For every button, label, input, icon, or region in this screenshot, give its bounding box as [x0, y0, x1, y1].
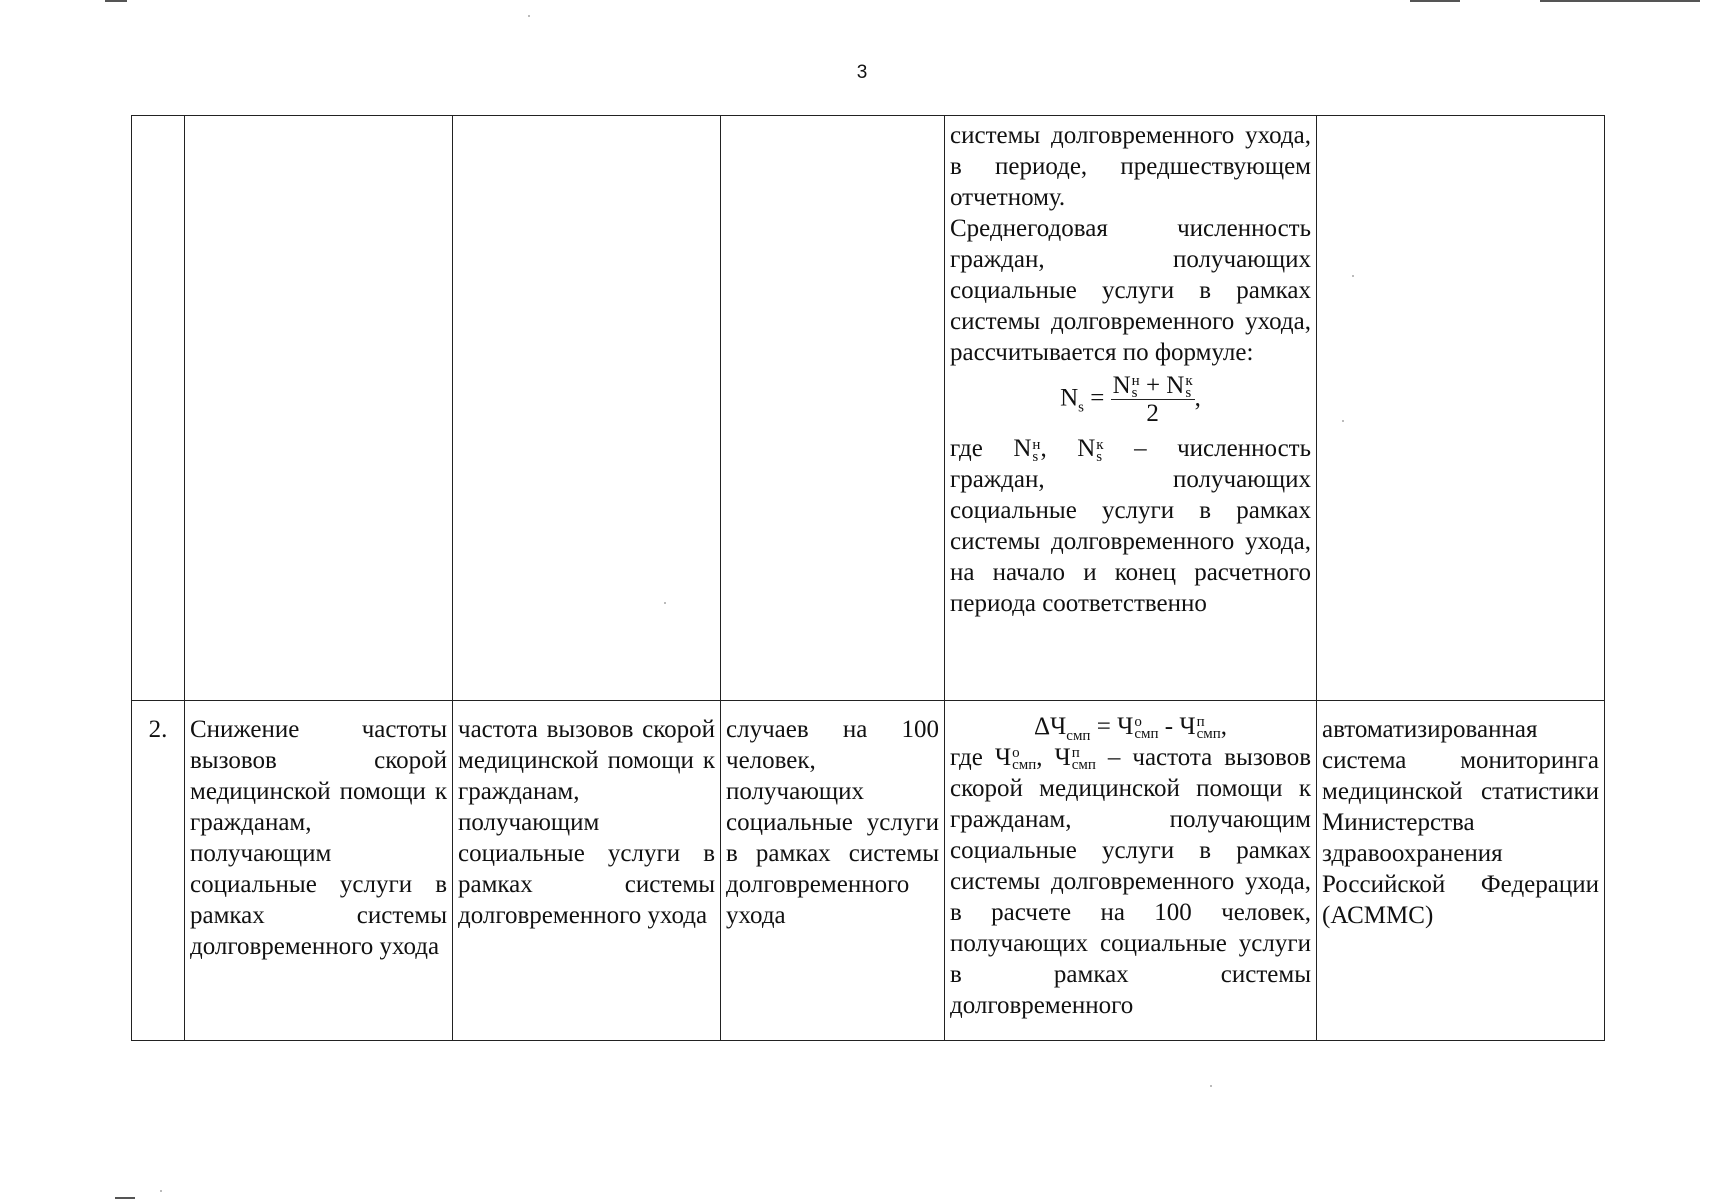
method-where-clause: где N н s , N к s – численность граждан, получающих социальные услуги в рамках системы долговременного ухода, на начало и конец расчетного периода соответственно: [950, 435, 1312, 618]
scan-edge-mark: [1540, 0, 1700, 2]
indicators-table: [131, 115, 1605, 1041]
scan-edge-mark: [1410, 0, 1460, 2]
method-paragraph-2: Среднегодовая численность граждан, получающих социальные услуги в рамках системы долговременного ухода, рассчитывается по формуле:: [950, 215, 1311, 366]
table-row-continuation: [132, 116, 1605, 701]
scan-speck: [664, 602, 666, 604]
cell-definition-empty: [453, 116, 721, 701]
method-where-clause-2: где Ч о смп , Ч п смп – частота вызовов скорой медицинской помощи к гражданам, получающим социальные услуги в рамках системы долговременного ухода, в расчете на 100 человек, получающих социальные услуги в рамках системы долговременного: [950, 744, 1311, 1019]
cell-method: [945, 116, 1317, 701]
indicator-method: [945, 701, 1317, 1041]
scan-speck: [1352, 275, 1354, 277]
emergency-calls-formula: $\Delta Ч_{смп} = Ч$ о смп - Ч п смп ,: [1033, 713, 1228, 744]
table-row-2: [132, 701, 1605, 1041]
scan-speck: [1342, 420, 1344, 422]
cell-unit-empty: [721, 116, 945, 701]
page-number: 3: [856, 62, 868, 83]
row-number: 2.: [132, 701, 185, 1041]
scan-speck: [528, 15, 530, 17]
average-count-formula: $N_s$ = N н s + N к s 2 ,: [1060, 372, 1201, 428]
cell-number-empty: [132, 116, 185, 701]
scan-speck: [160, 1190, 162, 1192]
cell-source-empty: [1317, 116, 1605, 701]
scan-edge-mark: [105, 0, 127, 2]
formula-numerator: N н s + N к s: [1112, 372, 1193, 402]
formula-fraction: [1111, 372, 1195, 427]
indicator-name: Снижение частоты вызовов скорой медицинской помощи к гражданам, получающим социальные услуги в рамках системы долговременного ухода: [185, 701, 453, 1041]
scan-speck: [1210, 1085, 1212, 1087]
formula-denominator: 2: [1146, 400, 1159, 428]
indicator-unit: случаев на 100 человек, получающих социальные услуги в рамках системы долговременного ухода: [721, 701, 945, 1041]
data-source: автоматизированная система мониторинга медицинской статистики Министерства здравоохранения Российской Федерации (АСММС): [1317, 701, 1605, 1041]
cell-indicator-empty: [185, 116, 453, 701]
method-paragraph-1: системы долговременного ухода, в периоде, предшествующем отчетному.: [950, 122, 1311, 211]
indicator-definition: частота вызовов скорой медицинской помощи к гражданам, получающим социальные услуги в рамках системы долговременного ухода: [453, 701, 721, 1041]
scan-edge-mark: [115, 1197, 135, 1199]
